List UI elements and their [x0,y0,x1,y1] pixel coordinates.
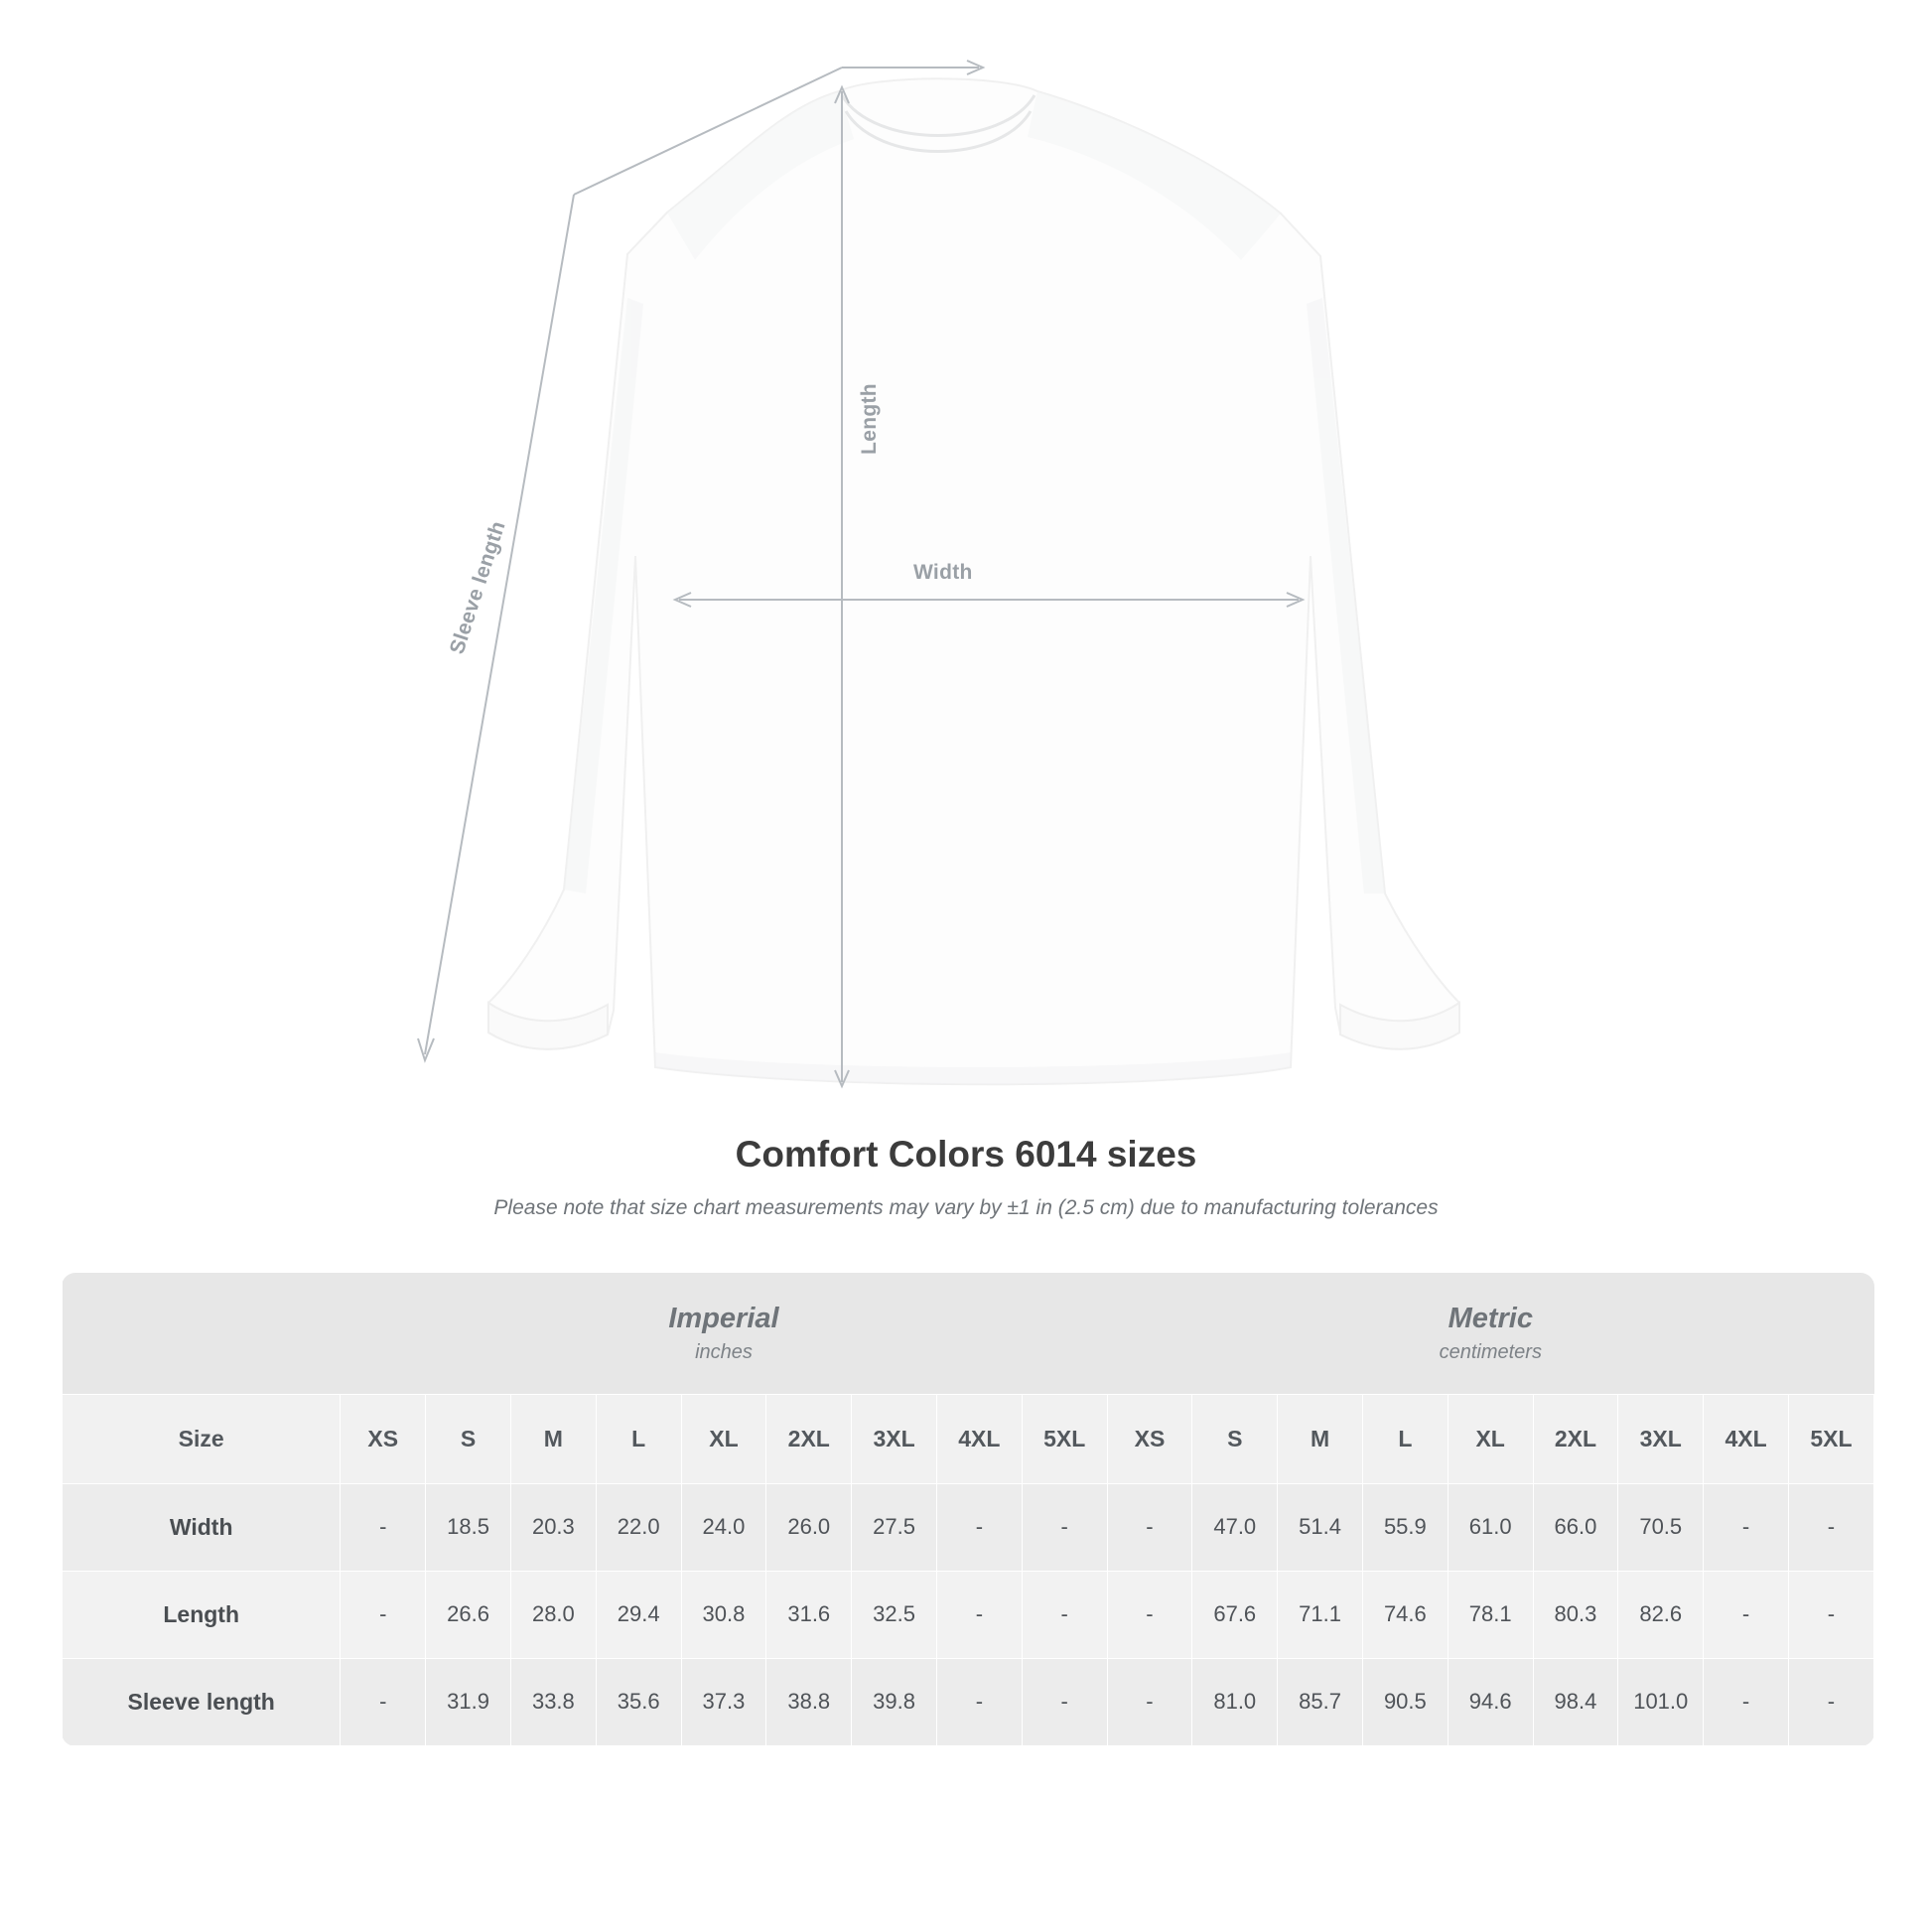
cell-length-metric-xl: 78.1 [1448,1571,1533,1658]
length-label: Length [857,383,881,455]
cell-width-imperial-s: 18.5 [426,1483,511,1571]
cell-width-imperial-2xl: 26.0 [766,1483,852,1571]
cell-sleeve-metric-2xl: 98.4 [1533,1658,1618,1745]
size-chart-table [62,1273,1874,1746]
cell-length-metric-4xl: - [1704,1571,1789,1658]
cell-length-imperial-2xl: 31.6 [766,1571,852,1658]
cell-sleeve-metric-3xl: 101.0 [1618,1658,1704,1745]
size-header-imperial-4xl: 4XL [936,1394,1022,1483]
cell-sleeve-metric-xs: - [1107,1658,1192,1745]
cell-width-metric-5xl: - [1788,1483,1873,1571]
size-header-metric-xl: XL [1448,1394,1533,1483]
cell-length-metric-xs: - [1107,1571,1192,1658]
cell-width-metric-m: 51.4 [1278,1483,1363,1571]
cell-width-metric-s: 47.0 [1192,1483,1278,1571]
table-row [63,1483,1874,1571]
cell-width-imperial-xl: 24.0 [681,1483,766,1571]
cell-sleeve-metric-s: 81.0 [1192,1658,1278,1745]
cell-length-metric-s: 67.6 [1192,1571,1278,1658]
cell-sleeve-metric-xl: 94.6 [1448,1658,1533,1745]
size-header-imperial-3xl: 3XL [852,1394,937,1483]
unit-group-metric-sub: centimeters [1439,1340,1542,1363]
cell-sleeve-imperial-xs: - [341,1658,426,1745]
cell-sleeve-metric-5xl: - [1788,1658,1873,1745]
unit-group-metric-name: Metric [1448,1302,1533,1334]
size-header-metric-l: L [1362,1394,1448,1483]
cell-sleeve-imperial-xl: 37.3 [681,1658,766,1745]
unit-group-header-row [63,1273,1874,1394]
cell-length-imperial-xs: - [341,1571,426,1658]
cell-sleeve-metric-l: 90.5 [1362,1658,1448,1745]
unit-group-imperial-name: Imperial [668,1302,779,1334]
size-header-imperial-xs: XS [341,1394,426,1483]
cell-length-imperial-m: 28.0 [510,1571,596,1658]
size-header-imperial-m: M [510,1394,596,1483]
cell-width-imperial-4xl: - [936,1483,1022,1571]
size-header-metric-5xl: 5XL [1788,1394,1873,1483]
cell-width-metric-l: 55.9 [1362,1483,1448,1571]
cell-width-imperial-5xl: - [1022,1483,1107,1571]
unit-group-spacer [63,1273,341,1394]
size-header-imperial-xl: XL [681,1394,766,1483]
cell-sleeve-imperial-3xl: 39.8 [852,1658,937,1745]
table-row [63,1571,1874,1658]
cell-sleeve-metric-m: 85.7 [1278,1658,1363,1745]
cell-width-metric-3xl: 70.5 [1618,1483,1704,1571]
cell-sleeve-metric-4xl: - [1704,1658,1789,1745]
cell-width-metric-xl: 61.0 [1448,1483,1533,1571]
cell-sleeve-imperial-s: 31.9 [426,1658,511,1745]
sleeve-length-label: Sleeve length [445,518,510,657]
page-title: Comfort Colors 6014 sizes [735,1134,1197,1174]
size-header-metric-4xl: 4XL [1704,1394,1789,1483]
cell-sleeve-imperial-5xl: - [1022,1658,1107,1745]
page-subtitle: Please note that size chart measurements may vary by ±1 in (2.5 cm) due to manufacturing tolerances [493,1196,1439,1219]
width-label: Width [913,561,973,584]
cell-width-imperial-l: 22.0 [596,1483,681,1571]
cell-width-metric-xs: - [1107,1483,1192,1571]
size-header-row [63,1394,1874,1483]
size-header-imperial-2xl: 2XL [766,1394,852,1483]
cell-length-imperial-5xl: - [1022,1571,1107,1658]
cell-length-imperial-l: 29.4 [596,1571,681,1658]
cell-length-imperial-4xl: - [936,1571,1022,1658]
cell-width-imperial-xs: - [341,1483,426,1571]
unit-group-imperial-sub: inches [695,1340,753,1363]
cell-length-imperial-xl: 30.8 [681,1571,766,1658]
cell-length-imperial-3xl: 32.5 [852,1571,937,1658]
size-chart-table-wrapper [62,1273,1874,1746]
cell-length-metric-m: 71.1 [1278,1571,1363,1658]
unit-group-metric [1107,1273,1873,1394]
size-header-imperial-l: L [596,1394,681,1483]
unit-group-imperial [341,1273,1107,1394]
cell-width-imperial-m: 20.3 [510,1483,596,1571]
cell-length-metric-2xl: 80.3 [1533,1571,1618,1658]
cell-sleeve-imperial-m: 33.8 [510,1658,596,1745]
cell-length-metric-5xl: - [1788,1571,1873,1658]
size-header-metric-3xl: 3XL [1618,1394,1704,1483]
row-label-width: Width [63,1483,341,1571]
size-header-metric-2xl: 2XL [1533,1394,1618,1483]
cell-width-metric-2xl: 66.0 [1533,1483,1618,1571]
row-label-sleeve-length: Sleeve length [63,1658,341,1745]
table-row [63,1658,1874,1745]
size-header-metric-s: S [1192,1394,1278,1483]
size-header-metric-m: M [1278,1394,1363,1483]
cell-width-metric-4xl: - [1704,1483,1789,1571]
size-header-imperial-s: S [426,1394,511,1483]
size-header-metric-xs: XS [1107,1394,1192,1483]
cell-sleeve-imperial-2xl: 38.8 [766,1658,852,1745]
size-header-label: Size [63,1394,341,1483]
cell-width-imperial-3xl: 27.5 [852,1483,937,1571]
cell-length-metric-3xl: 82.6 [1618,1571,1704,1658]
cell-length-metric-l: 74.6 [1362,1571,1448,1658]
row-label-length: Length [63,1571,341,1658]
cell-sleeve-imperial-4xl: - [936,1658,1022,1745]
cell-length-imperial-s: 26.6 [426,1571,511,1658]
size-header-imperial-5xl: 5XL [1022,1394,1107,1483]
cell-sleeve-imperial-l: 35.6 [596,1658,681,1745]
